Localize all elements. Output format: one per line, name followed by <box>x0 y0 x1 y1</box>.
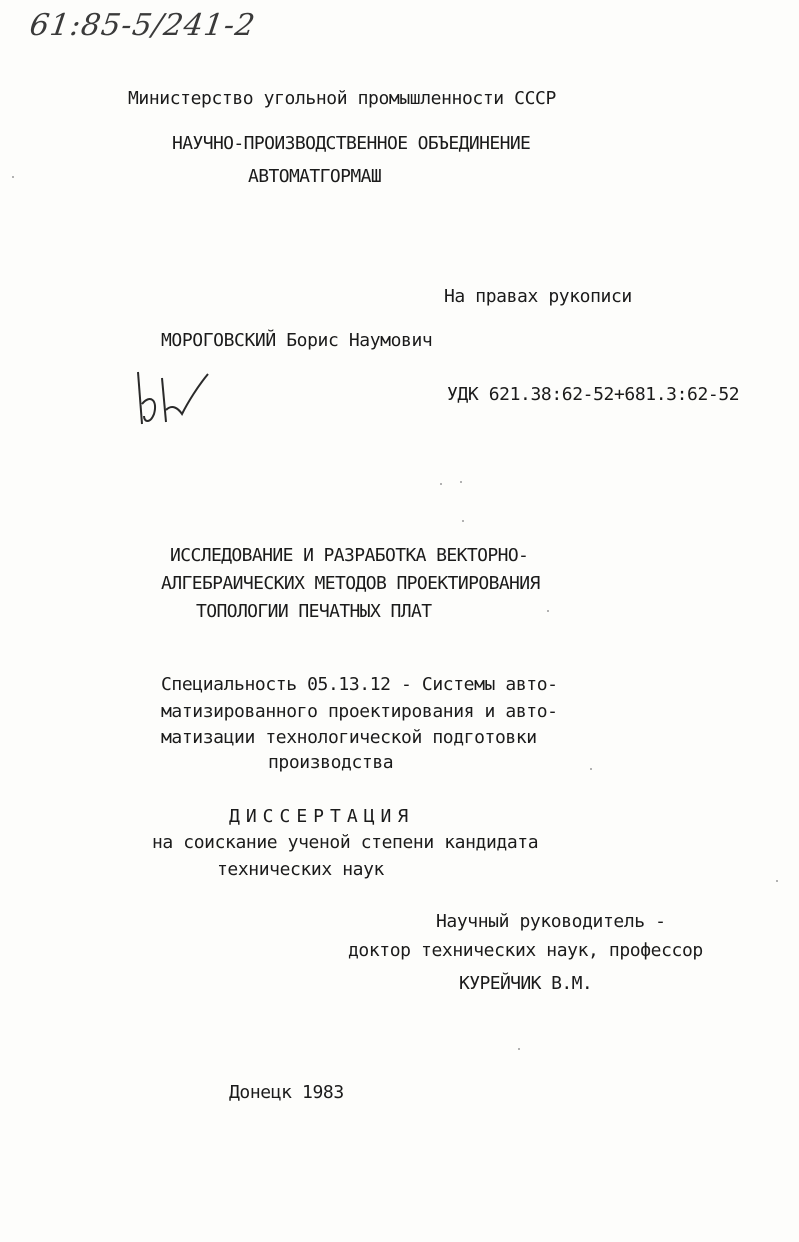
organization-line-2: АВТОМАТГОРМАШ <box>248 166 382 187</box>
scan-speck <box>776 880 778 882</box>
dissertation-heading: ДИССЕРТАЦИЯ <box>229 806 415 827</box>
title-line-2: АЛГЕБРАИЧЕСКИХ МЕТОДОВ ПРОЕКТИРОВАНИЯ <box>161 573 540 594</box>
scan-speck <box>518 1048 520 1050</box>
scan-speck <box>12 176 14 178</box>
place-year: Донецк 1983 <box>229 1082 344 1103</box>
scan-speck <box>440 483 442 485</box>
supervisor-line-2: доктор технических наук, профессор <box>348 940 703 961</box>
title-line-3: ТОПОЛОГИИ ПЕЧАТНЫХ ПЛАТ <box>196 601 432 622</box>
manuscript-note: На правах рукописи <box>444 286 632 307</box>
supervisor-line-3: КУРЕЙЧИК В.М. <box>459 973 593 994</box>
scan-speck <box>460 481 462 483</box>
scan-speck <box>590 768 592 770</box>
dissertation-line-1: на соискание ученой степени кандидата <box>152 832 539 853</box>
author-name: МОРОГОВСКИЙ Борис Наумович <box>161 330 433 351</box>
supervisor-line-1: Научный руководитель - <box>436 911 666 932</box>
ministry-line: Министерство угольной промышленности СССР <box>128 88 556 109</box>
title-line-1: ИССЛЕДОВАНИЕ И РАЗРАБОТКА ВЕКТОРНО- <box>170 545 529 566</box>
scan-speck <box>462 520 464 522</box>
udc-code: УДК 621.38:62-52+681.3:62-52 <box>447 384 740 405</box>
dissertation-line-2: технических наук <box>217 859 384 880</box>
specialty-line-3: матизации технологической подготовки <box>161 727 537 748</box>
signature-icon <box>128 364 218 434</box>
specialty-line-2: матизированного проектирования и авто- <box>161 701 558 722</box>
archive-mark: 61:85-5/241-2 <box>27 8 258 43</box>
specialty-line-4: производства <box>268 752 394 773</box>
organization-line-1: НАУЧНО-ПРОИЗВОДСТВЕННОЕ ОБЪЕДИНЕНИЕ <box>172 133 531 154</box>
scan-speck <box>547 610 549 612</box>
specialty-line-1: Специальность 05.13.12 - Системы авто- <box>161 674 558 695</box>
